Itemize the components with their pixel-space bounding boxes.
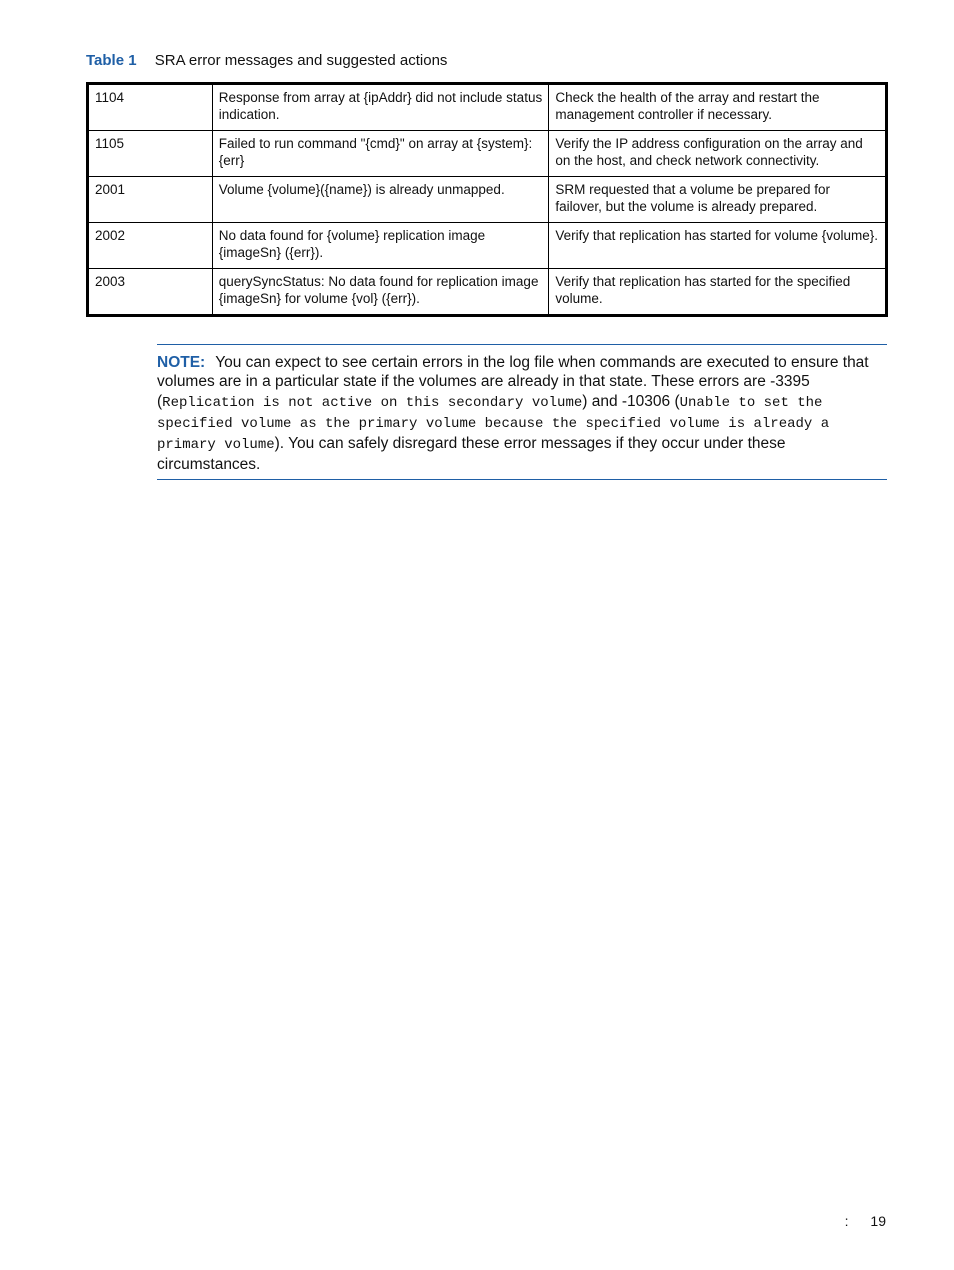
error-code-cell: 2002 (88, 223, 213, 269)
suggested-action-cell: SRM requested that a volume be prepared for failover, but the volume is already prepared. (549, 177, 887, 223)
note-error-text-3395: Replication is not active on this secondary volume (162, 394, 583, 411)
page-footer (845, 1213, 886, 1229)
error-message-cell: No data found for {volume} replication image {imageSn} ({err}). (212, 223, 549, 269)
table-caption-label: Table 1 (86, 52, 137, 69)
suggested-action-cell: Check the health of the array and restart the management controller if necessary. (549, 84, 887, 131)
note-label: NOTE: (157, 354, 206, 371)
page-number: 19 (870, 1213, 886, 1229)
table-row (88, 223, 887, 269)
table-caption (86, 52, 447, 69)
note-text: ) and -10306 ( (582, 392, 680, 410)
note-text: ). You can safely disregard these error messages if they occur under these circumstances. (157, 435, 786, 474)
error-messages-table (86, 82, 888, 317)
table-row (88, 269, 887, 316)
table-caption-title: SRA error messages and suggested actions (154, 52, 448, 69)
note-box (157, 344, 887, 480)
table-row (88, 177, 887, 223)
error-message-cell: querySyncStatus: No data found for replication image {imageSn} for volume {vol} ({err}). (212, 269, 549, 316)
note-text: You can expect to see certain errors in the log file when commands are executed to ensure that volumes are in a particular state if the volumes are already in that state. These errors are -3395 ( (157, 354, 869, 410)
error-code-cell: 2003 (88, 269, 213, 316)
suggested-action-cell: Verify that replication has started for the specified volume. (549, 269, 887, 316)
error-message-cell: Volume {volume}({name}) is already unmapped. (212, 177, 549, 223)
suggested-action-cell: Verify the IP address configuration on the array and on the host, and check network connectivity. (549, 131, 887, 177)
footer-separator: : (844, 1213, 849, 1229)
error-code-cell: 2001 (88, 177, 213, 223)
error-code-cell: 1104 (88, 84, 213, 131)
error-message-cell: Response from array at {ipAddr} did not include status indication. (212, 84, 549, 131)
note-error-text-10306: Unable to set the specified volume as the primary volume because the specified volume is already a primary volume (157, 394, 830, 454)
error-message-cell: Failed to run command "{cmd}" on array at {system}: {err} (212, 131, 549, 177)
error-code-cell: 1105 (88, 131, 213, 177)
table-row (88, 84, 887, 131)
table-row (88, 131, 887, 177)
suggested-action-cell: Verify that replication has started for volume {volume}. (549, 223, 887, 269)
